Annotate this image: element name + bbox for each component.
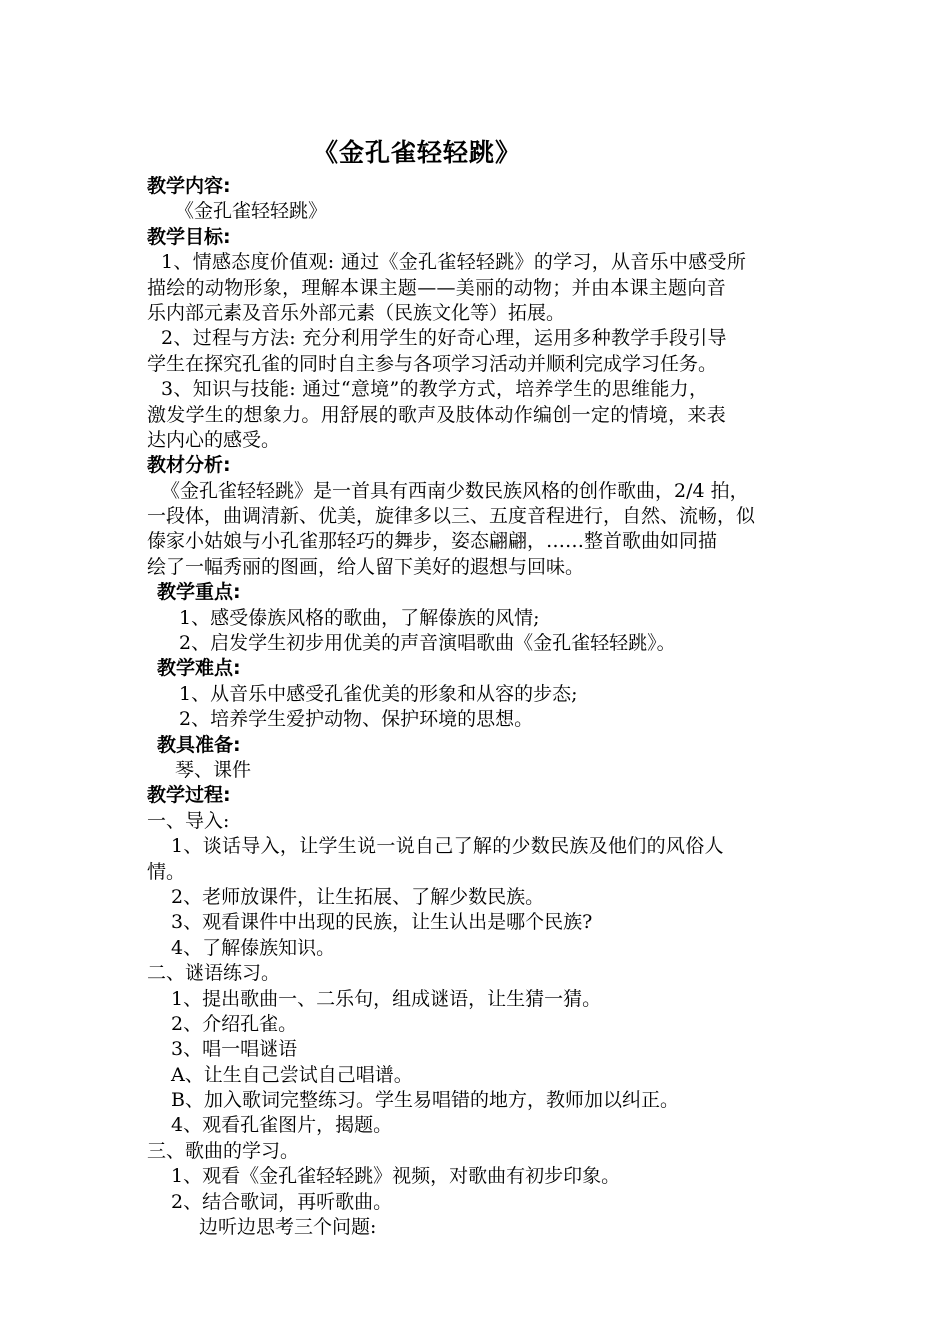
process-item: B、加入歌词完整练习。学生易唱错的地方，教师加以纠正。 bbox=[171, 1089, 679, 1112]
process-item: 2、结合歌词，再听歌曲。 bbox=[171, 1190, 393, 1213]
document-body bbox=[147, 174, 827, 1240]
heading-teaching-process: 教学过程: bbox=[147, 784, 231, 807]
document-title: 《金孔雀轻轻跳》 bbox=[312, 138, 521, 167]
difficulty-item: 1、从音乐中感受孔雀优美的形象和从容的步态; bbox=[179, 682, 578, 705]
goals-line: 激发学生的想象力。用舒展的歌声及肢体动作编创一定的情境，来表 bbox=[147, 403, 727, 426]
heading-difficulties: 教学难点: bbox=[157, 657, 241, 680]
process-item: A、让生自己尝试自己唱谱。 bbox=[171, 1063, 413, 1086]
process-item: 1、观看《金孔雀轻轻跳》视频，对歌曲有初步印象。 bbox=[171, 1165, 621, 1188]
process-item: 情。 bbox=[147, 860, 186, 883]
process-item: 1、提出歌曲一、二乐句，组成谜语，让生猜一猜。 bbox=[171, 987, 602, 1010]
heading-key-points: 教学重点: bbox=[157, 581, 241, 604]
content-text: 《金孔雀轻轻跳》 bbox=[175, 200, 328, 223]
key-point-item: 2、启发学生初步用优美的声音演唱歌曲《金孔雀轻轻跳》。 bbox=[179, 632, 676, 655]
goals-line: 学生在探究孔雀的同时自主参与各项学习活动并顺利完成学习任务。 bbox=[147, 352, 718, 375]
section-title: 三、歌曲的学习。 bbox=[147, 1139, 300, 1162]
analysis-line: 《金孔雀轻轻跳》是一首具有西南少数民族风格的创作歌曲，2/4 拍， bbox=[161, 479, 749, 502]
process-item: 4、了解傣族知识。 bbox=[171, 936, 336, 959]
section-title: 二、谜语练习。 bbox=[147, 962, 281, 985]
goals-line: 达内心的感受。 bbox=[147, 428, 281, 451]
analysis-line: 一段体，曲调清新、优美，旋律多以三、五度音程进行，自然、流畅，似 bbox=[147, 505, 756, 528]
analysis-line: 绘了一幅秀丽的图画，给人留下美好的遐想与回味。 bbox=[147, 555, 585, 578]
section-title: 一、导入: bbox=[147, 809, 230, 832]
process-item: 边听边思考三个问题: bbox=[199, 1216, 377, 1239]
goals-line: 2、过程与方法: 充分利用学生的好奇心理，运用多种教学手段引导 bbox=[161, 327, 727, 350]
heading-teaching-content: 教学内容: bbox=[147, 175, 231, 197]
heading-teaching-goals: 教学目标: bbox=[147, 225, 231, 248]
goals-line: 1、情感态度价值观: 通过《金孔雀轻轻跳》的学习，从音乐中感受所 bbox=[161, 251, 747, 274]
goals-line: 描绘的动物形象，理解本课主题——美丽的动物；并由本课主题向音 bbox=[147, 276, 727, 299]
heading-material-analysis: 教材分析: bbox=[147, 454, 231, 477]
key-point-item: 1、感受傣族风格的歌曲，了解傣族的风情; bbox=[179, 606, 540, 629]
difficulty-item: 2、培养学生爱护动物、保护环境的思想。 bbox=[179, 708, 534, 731]
process-item: 2、老师放课件，让生拓展、了解少数民族。 bbox=[171, 885, 545, 908]
process-item: 3、观看课件中出现的民族，让生认出是哪个民族? bbox=[171, 911, 593, 934]
goals-line: 3、知识与技能: 通过“意境”的教学方式，培养学生的思维能力， bbox=[161, 378, 709, 401]
process-item: 2、介绍孔雀。 bbox=[171, 1012, 298, 1035]
process-item: 1、谈话导入，让学生说一说自己了解的少数民族及他们的风俗人 bbox=[171, 835, 724, 858]
process-item: 4、观看孔雀图片，揭题。 bbox=[171, 1114, 393, 1137]
tools-text: 琴、课件 bbox=[175, 758, 252, 781]
analysis-line: 傣家小姑娘与小孔雀那轻巧的舞步，姿态翩翩，……整首歌曲如同描 bbox=[147, 530, 718, 553]
process-item: 3、唱一唱谜语 bbox=[171, 1038, 298, 1061]
goals-line: 乐内部元素及音乐外部元素（民族文化等）拓展。 bbox=[147, 301, 566, 324]
heading-teaching-tools: 教具准备: bbox=[157, 733, 241, 756]
